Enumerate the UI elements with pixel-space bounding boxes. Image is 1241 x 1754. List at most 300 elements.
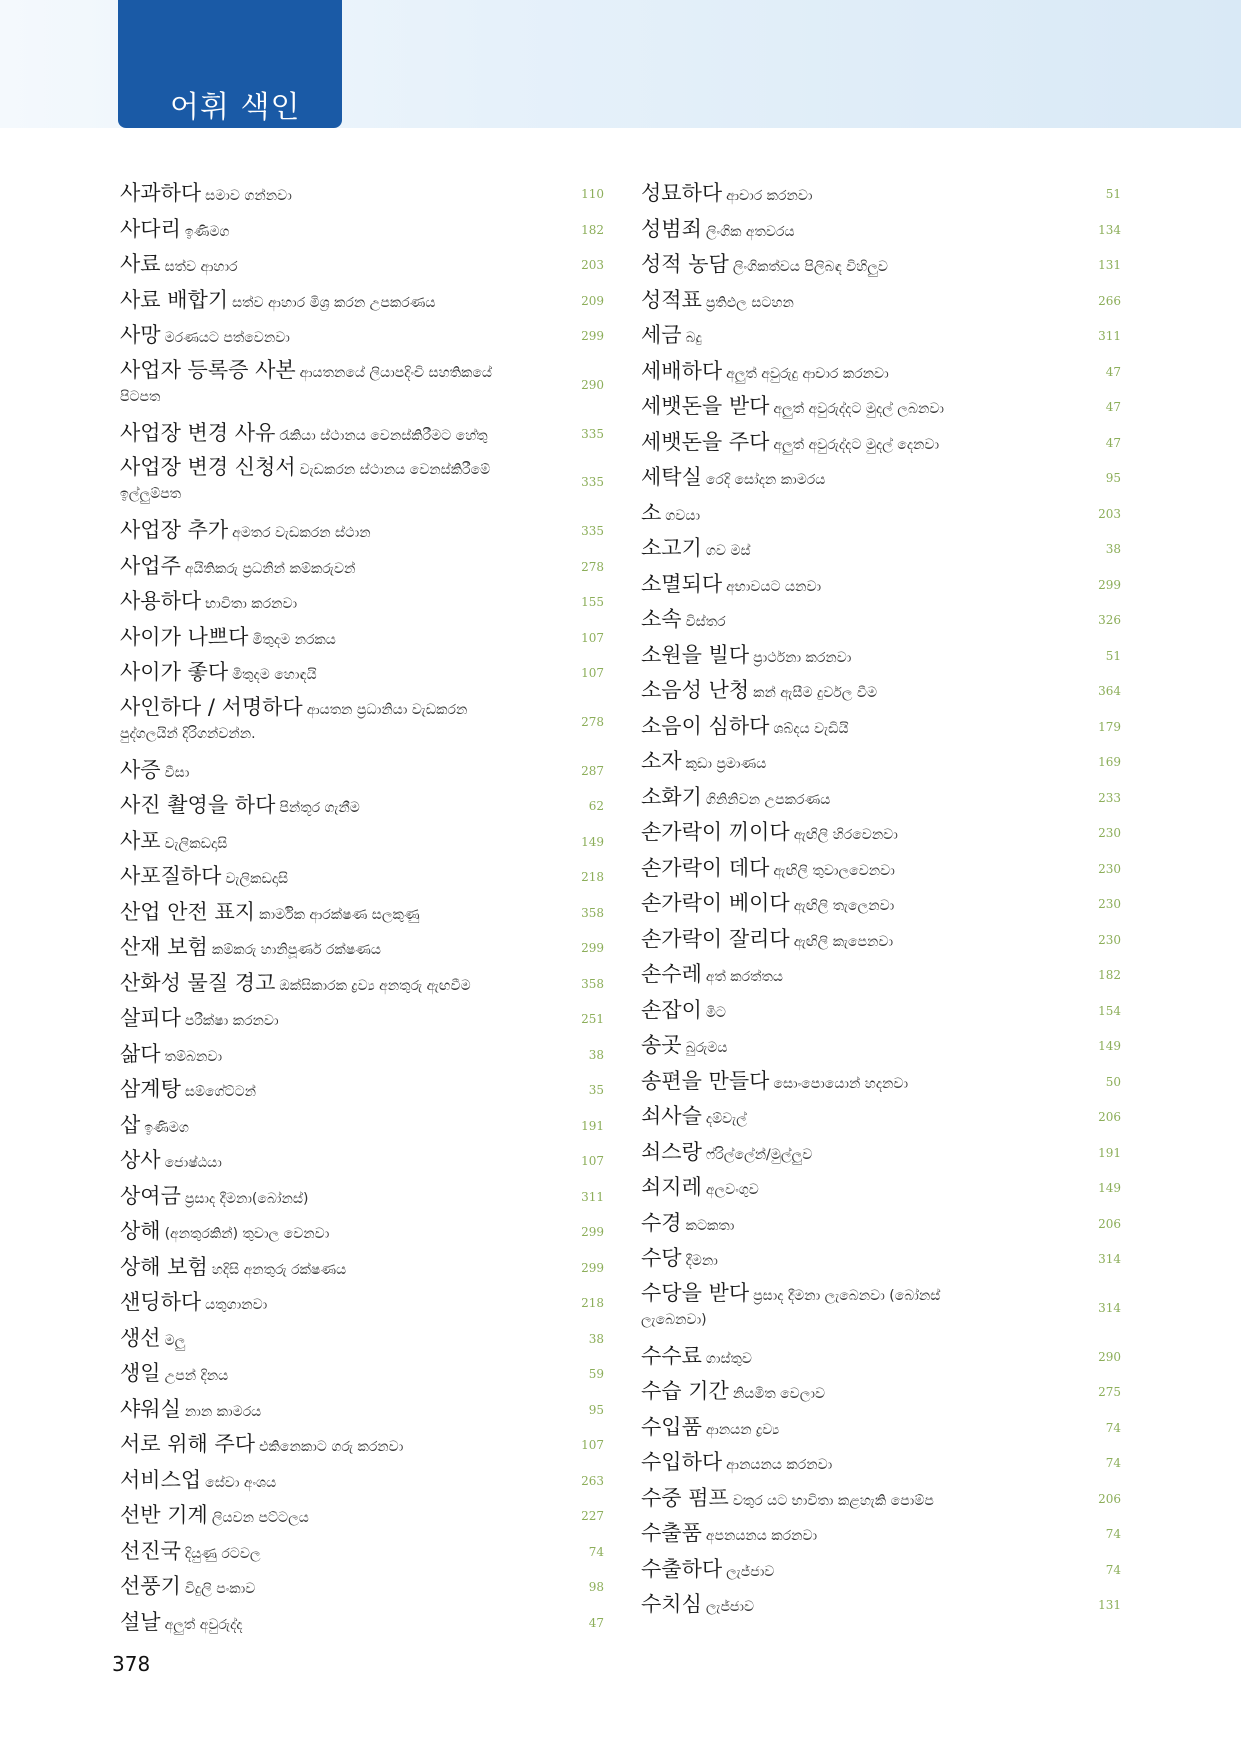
index-entry — [641, 959, 1121, 995]
sinhala-translation: නාන කාමරය — [184, 1403, 262, 1420]
page-reference: 51 — [1105, 648, 1121, 663]
index-entry — [120, 1287, 604, 1323]
page-reference: 131 — [1098, 258, 1121, 272]
korean-term: 사다리 — [120, 216, 181, 241]
index-entry — [641, 1030, 1121, 1066]
sinhala-translation: සොංපොයොන් හදනවා — [773, 1075, 909, 1092]
index-entry — [120, 1571, 604, 1607]
index-entry — [641, 1243, 1121, 1279]
page-reference: 149 — [581, 834, 604, 849]
page-reference: 227 — [581, 1509, 604, 1523]
korean-term: 성적표 — [641, 287, 702, 312]
page-reference: 179 — [1098, 719, 1121, 734]
sinhala-translation: අයිතිකරු ප්‍රධනින් කම්කරුවන් — [184, 560, 356, 577]
korean-term: 수수료 — [641, 1343, 702, 1368]
index-entry — [641, 320, 1121, 356]
korean-term: 사업장 변경 신청서 — [120, 455, 296, 479]
section-title-tab — [118, 0, 342, 128]
sinhala-translation: අමතර වැඩකරන ස්ථාන — [232, 525, 371, 541]
index-entry — [641, 817, 1121, 853]
sinhala-translation: අලුත් අවුරුද්දට මුදල් දෙනවා — [773, 436, 940, 453]
page-reference: 218 — [581, 870, 604, 884]
korean-term: 사업주 — [120, 553, 181, 578]
korean-term: 샤워실 — [120, 1396, 181, 1421]
index-column-left — [120, 178, 604, 1642]
sinhala-translation: සේවා අංශය — [205, 1474, 277, 1491]
korean-term: 서비스업 — [120, 1467, 202, 1492]
korean-term: 사진 촬영을 하다 — [120, 793, 276, 817]
korean-term: 세뱃돈을 주다 — [641, 429, 770, 454]
page-reference: 134 — [1098, 222, 1121, 237]
korean-term: 손가락이 잘리다 — [641, 926, 790, 951]
sinhala-translation: අභාවයට යනවා — [726, 578, 822, 595]
korean-term: 세배하다 — [641, 358, 723, 383]
page-reference: 154 — [1098, 1003, 1121, 1018]
korean-term: 소화기 — [641, 784, 702, 809]
index-entry — [120, 249, 604, 285]
korean-term: 손잡이 — [641, 997, 702, 1022]
page-reference: 47 — [1105, 435, 1121, 450]
index-entry — [641, 391, 1121, 427]
index-entry — [120, 826, 604, 862]
sinhala-translation: දම්වැල් — [705, 1111, 747, 1127]
page-reference: 95 — [588, 1402, 604, 1417]
index-entry — [120, 285, 604, 321]
sinhala-translation: මලු — [164, 1332, 186, 1349]
page-reference: 335 — [581, 426, 604, 441]
page-reference: 287 — [581, 763, 604, 778]
page-reference: 50 — [1105, 1074, 1121, 1089]
sinhala-translation: උපන් දිනය — [164, 1368, 229, 1384]
index-entry — [641, 1447, 1121, 1483]
index-entry — [120, 755, 604, 791]
sinhala-translation: ආනයනය කරනවා — [726, 1457, 833, 1473]
page-reference: 74 — [1105, 1527, 1121, 1541]
korean-term: 소고기 — [641, 536, 702, 560]
sinhala-translation: ආනයන ද්‍රව්‍ය — [705, 1421, 780, 1438]
index-entry — [120, 861, 604, 897]
index-entry — [120, 418, 604, 454]
page-reference: 74 — [1105, 1562, 1121, 1577]
index-entry — [641, 888, 1121, 924]
index-entry — [641, 1518, 1121, 1554]
korean-term: 생일 — [120, 1361, 161, 1385]
sinhala-translation: කන් ඇසීම දුර්වල වීම — [753, 685, 878, 701]
index-entry — [641, 1376, 1121, 1412]
korean-term: 사료 — [120, 252, 161, 276]
index-entry — [120, 1110, 604, 1146]
sinhala-translation: අලවංගුව — [705, 1182, 759, 1198]
korean-term: 쇠스랑 — [641, 1139, 702, 1164]
sinhala-translation: ඇඟිලි හිරවෙනවා — [793, 827, 898, 843]
page-reference: 233 — [1098, 790, 1121, 805]
index-entry — [641, 462, 1121, 498]
korean-term: 성묘하다 — [641, 181, 723, 205]
sinhala-translation: වැලිකඩදාසි — [164, 835, 228, 852]
index-entry — [120, 586, 604, 622]
page-reference: 314 — [1098, 1300, 1121, 1315]
korean-term: 사용하다 — [120, 589, 202, 613]
page-reference: 59 — [588, 1367, 604, 1381]
sinhala-translation-continued: ඉල්ලුම්පත — [120, 486, 182, 502]
korean-term: 수경 — [641, 1210, 682, 1235]
index-entry — [641, 853, 1121, 889]
page-reference: 62 — [588, 799, 604, 813]
korean-term: 수치심 — [641, 1592, 702, 1616]
page-reference: 326 — [1098, 613, 1121, 627]
page-reference: 275 — [1098, 1385, 1121, 1399]
sinhala-translation: ලියවන පට්ටලය — [211, 1510, 309, 1526]
sinhala-translation: පින්තූර ගැනීම — [279, 800, 360, 816]
index-entry — [641, 640, 1121, 676]
korean-term: 세금 — [641, 323, 682, 347]
index-entry — [641, 1066, 1121, 1102]
sinhala-translation: යතුගානවා — [205, 1297, 268, 1313]
korean-term: 상해 보험 — [120, 1254, 208, 1279]
index-entry — [641, 1412, 1121, 1448]
page-reference: 38 — [588, 1047, 604, 1062]
korean-term: 선진국 — [120, 1538, 181, 1563]
sinhala-translation: ඉණිමග — [144, 1119, 189, 1136]
korean-term: 사업자 등록증 사본 — [120, 357, 296, 382]
sinhala-translation: ඇඟිලි තැලෙනවා — [793, 898, 895, 914]
korean-term: 소 — [641, 500, 662, 525]
korean-term: 세뱃돈을 받다 — [641, 394, 770, 418]
index-entry — [120, 693, 604, 755]
page-reference: 290 — [1098, 1349, 1121, 1364]
sinhala-translation: බදු — [685, 330, 702, 346]
sinhala-translation: දියුණු රටවල — [184, 1545, 261, 1562]
index-entry — [120, 1465, 604, 1501]
page-reference: 38 — [588, 1331, 604, 1346]
korean-term: 선반 기계 — [120, 1503, 208, 1527]
page-reference: 311 — [1098, 329, 1121, 343]
sinhala-translation: කාර්මික ආරක්ෂණ සලකුණු — [259, 906, 420, 923]
sinhala-translation: කුඩා ප්‍රමාණය — [685, 756, 767, 772]
index-entry — [641, 214, 1121, 250]
korean-term: 수출하다 — [641, 1556, 723, 1581]
sinhala-translation: ආයතන ප්‍රධානියා වැඩකරන — [306, 701, 468, 718]
index-entry — [641, 1172, 1121, 1208]
page-reference: 299 — [581, 941, 604, 955]
korean-term: 수당을 받다 — [641, 1280, 750, 1305]
sinhala-translation: ආචාර කරනවා — [726, 188, 813, 204]
page-reference: 74 — [588, 1544, 604, 1559]
sinhala-translation: ඔක්සිකාරක ද්‍රව්‍ය අනතුරු ඇඟවීම — [279, 977, 471, 994]
korean-term: 송곳 — [641, 1033, 682, 1057]
page-reference: 266 — [1098, 293, 1121, 308]
page-reference: 299 — [581, 1225, 604, 1239]
page-reference: 335 — [581, 475, 604, 489]
korean-term: 사료 배합기 — [120, 287, 229, 312]
page-reference: 35 — [588, 1083, 604, 1097]
sinhala-translation: ඇඟිලි තුවාලවෙනවා — [773, 862, 895, 879]
page-reference: 290 — [581, 377, 604, 392]
index-entry — [641, 427, 1121, 463]
korean-term: 성범죄 — [641, 216, 702, 241]
korean-term: 수당 — [641, 1246, 682, 1270]
page-reference: 311 — [581, 1189, 604, 1204]
korean-term: 소멸되다 — [641, 571, 723, 596]
page-reference: 149 — [1098, 1181, 1121, 1195]
page-reference: 95 — [1105, 471, 1121, 485]
korean-term: 사포 — [120, 828, 161, 853]
sinhala-translation: ප්‍රසාද දීමනා ලැබෙනවා (බෝනස් — [753, 1287, 941, 1304]
sinhala-translation: සම්ගේට්ටන් — [184, 1084, 257, 1100]
korean-term: 쇠사슬 — [641, 1104, 702, 1128]
korean-term: 산업 안전 표지 — [120, 899, 256, 924]
page-reference: 263 — [581, 1473, 604, 1488]
sinhala-translation: විස්තර — [685, 614, 726, 630]
sinhala-translation: ගවයා — [665, 507, 701, 524]
sinhala-translation: ගිනිනිවන උපකරණය — [705, 791, 831, 808]
index-entry — [120, 1500, 604, 1536]
sinhala-translation: මිට — [705, 1004, 726, 1021]
page-reference: 358 — [581, 905, 604, 920]
page-reference: 230 — [1098, 861, 1121, 876]
index-entry — [641, 1341, 1121, 1377]
page-reference: 107 — [581, 1438, 604, 1452]
korean-term: 사포질하다 — [120, 864, 222, 888]
page-reference: 230 — [1098, 932, 1121, 947]
page-reference: 191 — [581, 1118, 604, 1133]
korean-term: 손가락이 끼이다 — [641, 820, 790, 844]
page-reference: 335 — [581, 524, 604, 538]
korean-term: 산화성 물질 경고 — [120, 970, 276, 995]
index-entry — [120, 515, 604, 551]
korean-term: 사망 — [120, 323, 161, 347]
sinhala-translation: ජොෂ්ඨයා — [164, 1155, 222, 1171]
page-reference: 182 — [581, 222, 604, 237]
index-entry — [641, 1589, 1121, 1625]
index-entry — [120, 320, 604, 356]
sinhala-translation: සත්ව ආහාර මිශ්‍ර කරන උපකරණය — [232, 294, 436, 311]
korean-term: 수출품 — [641, 1521, 702, 1545]
korean-term: 삽 — [120, 1112, 141, 1137]
index-entry — [120, 1216, 604, 1252]
page-reference: 278 — [581, 559, 604, 574]
korean-term: 살피다 — [120, 1006, 181, 1030]
sinhala-translation: සත්ව ආහාර — [164, 259, 238, 275]
korean-term: 상사 — [120, 1148, 161, 1172]
index-entry — [641, 178, 1121, 214]
sinhala-translation: කම්කරු හානිපූර්ණ රක්ෂණය — [211, 942, 381, 958]
index-entry — [120, 551, 604, 587]
page-reference: 131 — [1098, 1598, 1121, 1612]
korean-term: 손수레 — [641, 962, 702, 986]
page-reference: 203 — [581, 258, 604, 272]
sinhala-translation: ශබ්දය වැඩියි — [773, 720, 849, 737]
index-entry — [641, 533, 1121, 569]
korean-term: 사과하다 — [120, 181, 202, 205]
korean-term: 상여금 — [120, 1183, 181, 1208]
korean-term: 삶다 — [120, 1041, 161, 1066]
page-reference: 47 — [1105, 364, 1121, 379]
index-entry — [120, 453, 604, 515]
index-entry — [641, 995, 1121, 1031]
index-entry — [120, 1003, 604, 1039]
page-reference: 209 — [581, 293, 604, 308]
sinhala-translation: වැඩකරන ස්ථානය වෙනස්කිරීමේ — [299, 462, 491, 478]
index-entry — [120, 1536, 604, 1572]
index-entry — [641, 1101, 1121, 1137]
sinhala-translation: රෙදි සෝදන කාමරය — [705, 472, 826, 488]
page-reference: 74 — [1105, 1420, 1121, 1435]
page-reference: 278 — [581, 714, 604, 729]
korean-term: 수중 펌프 — [641, 1485, 729, 1510]
index-entry — [120, 1252, 604, 1288]
korean-term: 수습 기간 — [641, 1379, 729, 1403]
korean-term: 산재 보험 — [120, 935, 208, 959]
index-entry — [641, 285, 1121, 321]
korean-term: 손가락이 베이다 — [641, 891, 790, 915]
page-reference: 206 — [1098, 1491, 1121, 1506]
index-entry — [641, 711, 1121, 747]
sinhala-translation: ලැජ්ජාව — [726, 1563, 775, 1580]
sinhala-translation: ගව මස් — [705, 543, 751, 559]
sinhala-translation: ඇඟිලි කැපෙනවා — [793, 933, 894, 950]
korean-term: 설날 — [120, 1609, 161, 1634]
sinhala-translation: (අනතුරකින්) තුවාල වෙනවා — [164, 1226, 330, 1242]
index-column-right — [641, 178, 1121, 1625]
index-entry — [120, 622, 604, 658]
section-title: 어휘 색인 — [170, 90, 301, 125]
sinhala-translation: ප්‍රසාද දීමනා(බෝනස්) — [184, 1190, 309, 1207]
korean-term: 샌딩하다 — [120, 1290, 202, 1314]
korean-term: 사증 — [120, 757, 161, 782]
korean-term: 사이가 좋다 — [120, 660, 229, 684]
sinhala-translation-continued: ලැබෙනවා) — [641, 1311, 707, 1328]
korean-term: 서로 위해 주다 — [120, 1432, 256, 1456]
sinhala-translation: ප්‍රතිඵල සටහන — [705, 294, 794, 311]
korean-term: 성적 농담 — [641, 252, 729, 276]
korean-term: 사이가 나쁘다 — [120, 624, 249, 649]
index-entry — [120, 1607, 604, 1643]
korean-term: 삼계탕 — [120, 1077, 181, 1101]
sinhala-translation: මරණයට පත්වෙනවා — [164, 330, 290, 346]
korean-term: 사인하다 / 서명하다 — [120, 694, 303, 719]
sinhala-translation: රැකියා ස්ථානය වෙනස්කිරීමට හේතු — [279, 427, 488, 444]
sinhala-translation: ගාස්තුව — [705, 1350, 752, 1367]
index-entry — [641, 498, 1121, 534]
page-reference: 251 — [581, 1012, 604, 1026]
page-number: 378 — [112, 1652, 151, 1676]
index-entry — [120, 932, 604, 968]
korean-term: 소음성 난청 — [641, 678, 750, 702]
korean-term: 수입하다 — [641, 1450, 723, 1474]
sinhala-translation: වතුර යට භාවිතා කළහැකි පොම්ප — [732, 1492, 934, 1509]
index-entry — [120, 178, 604, 214]
sinhala-translation: හදිසි අනතුරු රක්ෂණය — [211, 1261, 347, 1278]
sinhala-translation: ලිංගික අතවරය — [705, 223, 795, 240]
sinhala-translation: අලුත් අවුරුද්ද — [164, 1616, 243, 1633]
index-entry — [120, 1074, 604, 1110]
sinhala-translation: සමාව ගන්නවා — [205, 188, 292, 204]
index-entry — [641, 1554, 1121, 1590]
korean-term: 소속 — [641, 607, 682, 631]
index-entry — [641, 604, 1121, 640]
page-reference: 110 — [581, 187, 604, 201]
page-reference: 107 — [581, 1154, 604, 1168]
index-entry — [641, 1137, 1121, 1173]
sinhala-translation: අත් කරත්තය — [705, 969, 783, 985]
page-reference: 169 — [1098, 755, 1121, 769]
index-entry — [641, 1483, 1121, 1519]
sinhala-translation: ලිංගිකත්වය පිලිබඳ විහිලුව — [732, 259, 888, 275]
index-entry — [120, 214, 604, 250]
sinhala-translation: ප්‍රාර්ථනා කරනවා — [753, 649, 852, 666]
page-reference: 47 — [588, 1615, 604, 1630]
sinhala-translation: බුරුමය — [685, 1040, 728, 1056]
korean-term: 세탁실 — [641, 465, 702, 489]
index-entry — [641, 1208, 1121, 1244]
page-reference: 206 — [1098, 1216, 1121, 1231]
sinhala-translation: මිතුදම නරකය — [252, 631, 336, 648]
index-entry — [120, 657, 604, 693]
index-entry — [641, 356, 1121, 392]
page-reference: 299 — [581, 329, 604, 343]
sinhala-translation: අපනයනය කරනවා — [705, 1528, 818, 1544]
index-entry — [641, 1279, 1121, 1341]
sinhala-translation: එකිනෙකාට ගරු කරනවා — [259, 1439, 404, 1455]
sinhala-translation-continued: පුද්ගලයින් දිරිගන්වන්න. — [120, 725, 256, 742]
index-entry — [120, 897, 604, 933]
page-reference: 155 — [581, 595, 604, 609]
sinhala-translation: කටකතා — [685, 1217, 735, 1234]
index-entry — [120, 1358, 604, 1394]
sinhala-translation: විදුලි පංකාව — [184, 1581, 256, 1597]
sinhala-translation: වීසා — [164, 764, 190, 781]
korean-term: 소음이 심하다 — [641, 713, 770, 738]
index-entry — [120, 1145, 604, 1181]
index-entry — [120, 1323, 604, 1359]
page-reference: 314 — [1098, 1252, 1121, 1266]
korean-term: 송편을 만들다 — [641, 1068, 770, 1093]
page-reference: 230 — [1098, 826, 1121, 840]
index-entry — [120, 968, 604, 1004]
korean-term: 상해 — [120, 1219, 161, 1243]
page-reference: 299 — [581, 1260, 604, 1275]
sinhala-translation: භාවිතා කරනවා — [205, 596, 298, 612]
sinhala-translation: ඉණිමග — [184, 223, 230, 240]
index-entry — [641, 675, 1121, 711]
sinhala-translation: තම්බනවා — [164, 1048, 223, 1065]
sinhala-translation: වැලිකඩදාසි — [225, 871, 289, 887]
index-entry — [120, 1394, 604, 1430]
sinhala-translation: අලුත් අවුරුද්දට මුදල් ලබනවා — [773, 401, 945, 417]
page-reference: 47 — [1105, 400, 1121, 414]
korean-term: 손가락이 데다 — [641, 855, 770, 880]
index-entry — [641, 249, 1121, 285]
index-entry — [120, 356, 604, 418]
page-reference: 206 — [1098, 1110, 1121, 1124]
sinhala-translation: ආයතනයේ ලියාපදිංචි සහතිකයේ — [299, 364, 492, 381]
index-entry — [641, 746, 1121, 782]
page-reference: 74 — [1105, 1456, 1121, 1470]
korean-term: 수입품 — [641, 1414, 702, 1439]
korean-term: 생선 — [120, 1325, 161, 1350]
index-entry — [641, 924, 1121, 960]
index-entry — [120, 790, 604, 826]
page-reference: 107 — [581, 630, 604, 645]
page-reference: 182 — [1098, 968, 1121, 982]
page-reference: 38 — [1105, 542, 1121, 556]
index-entry — [641, 782, 1121, 818]
page-reference: 358 — [581, 976, 604, 991]
sinhala-translation: ෆ්රිල්ලේන්/මුල්ලුව — [705, 1146, 813, 1163]
sinhala-translation-continued: පිටපත — [120, 388, 161, 405]
sinhala-translation: නියමිත වෙලාව — [732, 1386, 826, 1402]
